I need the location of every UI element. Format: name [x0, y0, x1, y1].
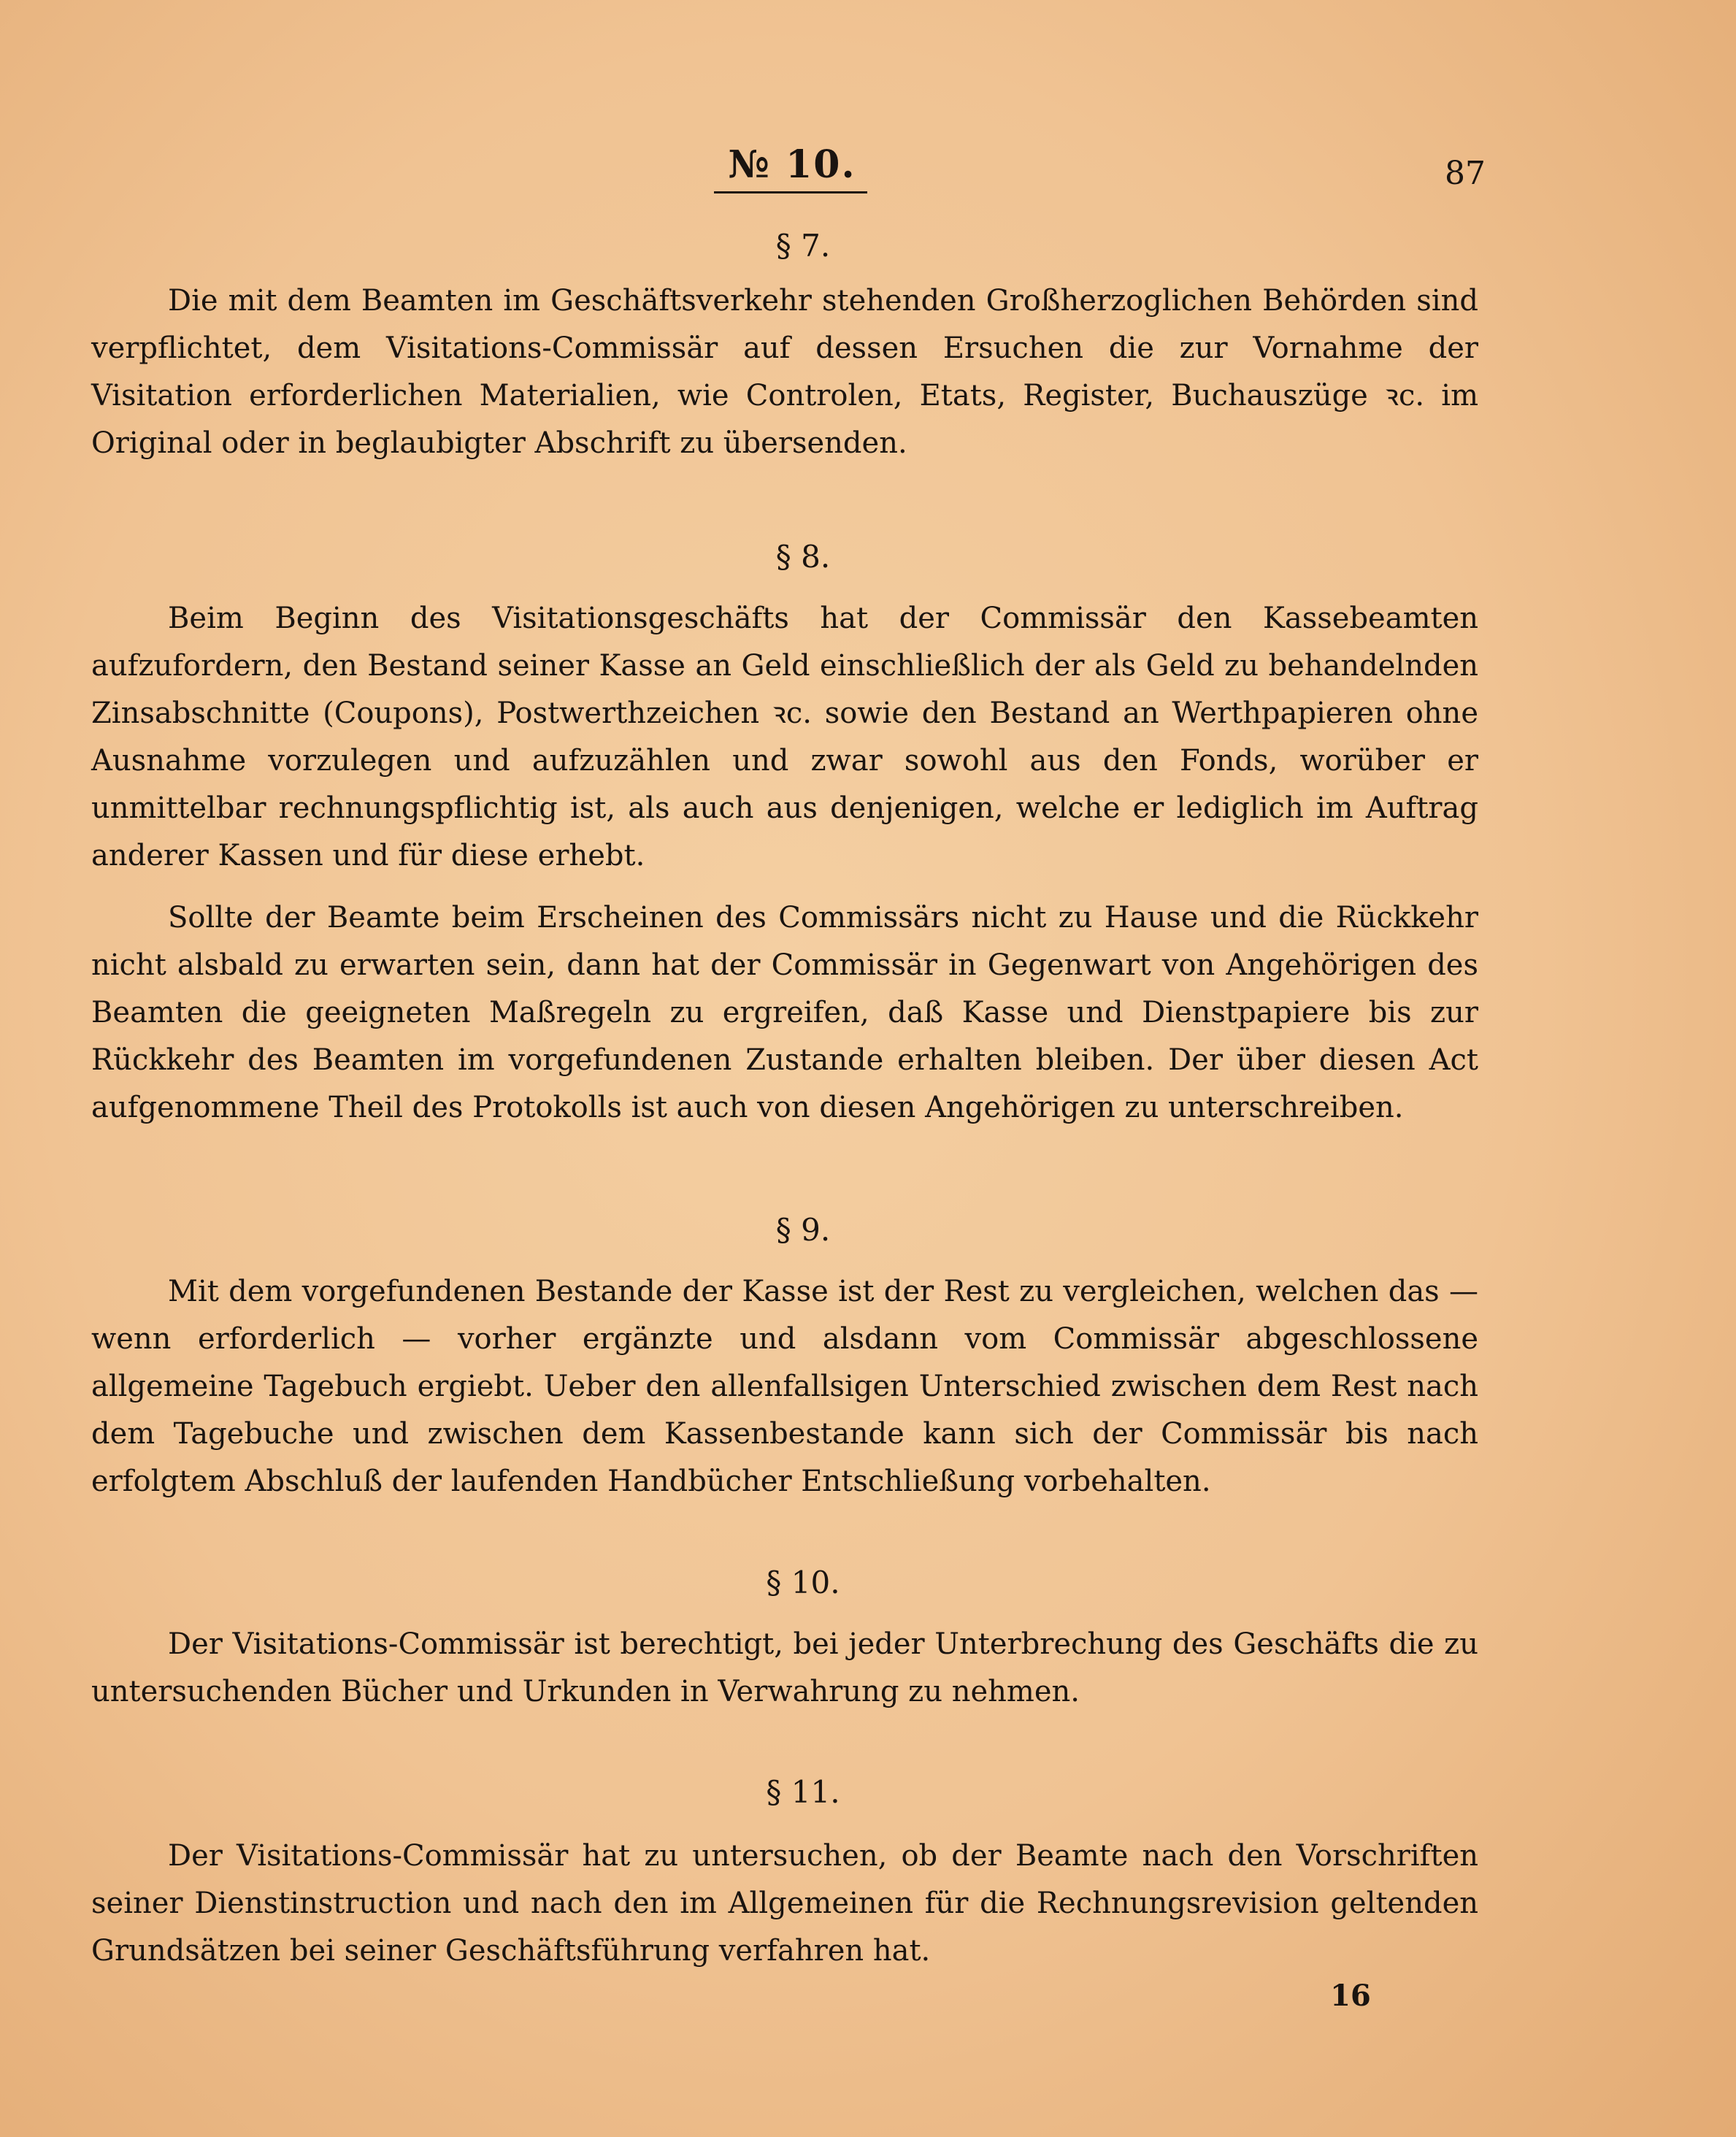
- section-heading-9: § 9.: [775, 1212, 831, 1248]
- section-heading-7: § 7.: [775, 228, 831, 264]
- paragraph-9-1: Mit dem vorgefundenen Bestande der Kasse ist der Rest zu vergleichen, welchen das — wenn erforderlich — vorher ergänzte und alsdann vom Commissär abgeschlossene allgemeine Tagebuch ergiebt. Ueber den allenfallsigen Unterschied zwischen dem Rest nach dem Tagebuche und zwischen dem Kassenbestande kann sich der Commissär bis nach erfolgtem Abschluß der laufenden Handbücher Entschließung vorbehalten.: [91, 1275, 1478, 1498]
- issue-number: № 10.: [728, 142, 856, 187]
- paragraph-10-1: Der Visitations-Commissär ist berechtigt, bei jeder Unterbrechung des Geschäfts die zu untersuchenden Bücher und Urkunden in Verwahrung zu nehmen.: [91, 1627, 1478, 1708]
- page-number: 87: [1445, 155, 1486, 192]
- paragraph-11-1: Der Visitations-Commissär hat zu untersuchen, ob der Beamte nach den Vorschriften seiner Dienstinstruction und nach den im Allgemeinen für die Rechnungsrevision geltenden Grundsätzen bei seiner Geschäftsführung verfahren hat.: [91, 1839, 1478, 1968]
- paragraph-8-1: Beim Beginn des Visitationsgeschäfts hat der Commissär den Kassebeamten aufzufordern, den Bestand seiner Kasse an Geld einschließlich der als Geld zu behandelnden Zinsabschnitte (Coupons), Postwerthzeichen ꝛc. sowie den Bestand an Werthpapieren ohne Ausnahme vorzulegen und aufzuzählen und zwar sowohl aus den Fonds, worüber er unmittelbar rechnungspflichtig ist, als auch aus denjenigen, welche er lediglich im Auftrag anderer Kassen und für diese erhebt.: [91, 602, 1478, 872]
- sheet-signature: 16: [1330, 1979, 1371, 2013]
- header-rule: [714, 191, 867, 193]
- section-heading-11: § 11.: [766, 1774, 840, 1810]
- section-heading-10: § 10.: [766, 1565, 840, 1600]
- paragraph-8-2: Sollte der Beamte beim Erscheinen des Commissärs nicht zu Hause und die Rückkehr nicht alsbald zu erwarten sein, dann hat der Commissär in Gegenwart von Angehörigen des Beamten die geeigneten Maßregeln zu ergreifen, daß Kasse und Dienstpapiere bis zur Rückkehr des Beamten im vorgefundenen Zustande erhalten bleiben. Der über diesen Act aufgenommene Theil des Protokolls ist auch von diesen Angehörigen zu unterschreiben.: [91, 901, 1478, 1124]
- section-heading-8: § 8.: [775, 539, 831, 575]
- paragraph-7-1: Die mit dem Beamten im Geschäftsverkehr stehenden Großherzoglichen Behörden sind verpflichtet, dem Visitations-Commissär auf dessen Ersuchen die zur Vornahme der Visitation erforderlichen Materialien, wie Controlen, Etats, Register, Buchauszüge ꝛc. im Original oder in beglaubigter Abschrift zu übersenden.: [91, 284, 1478, 460]
